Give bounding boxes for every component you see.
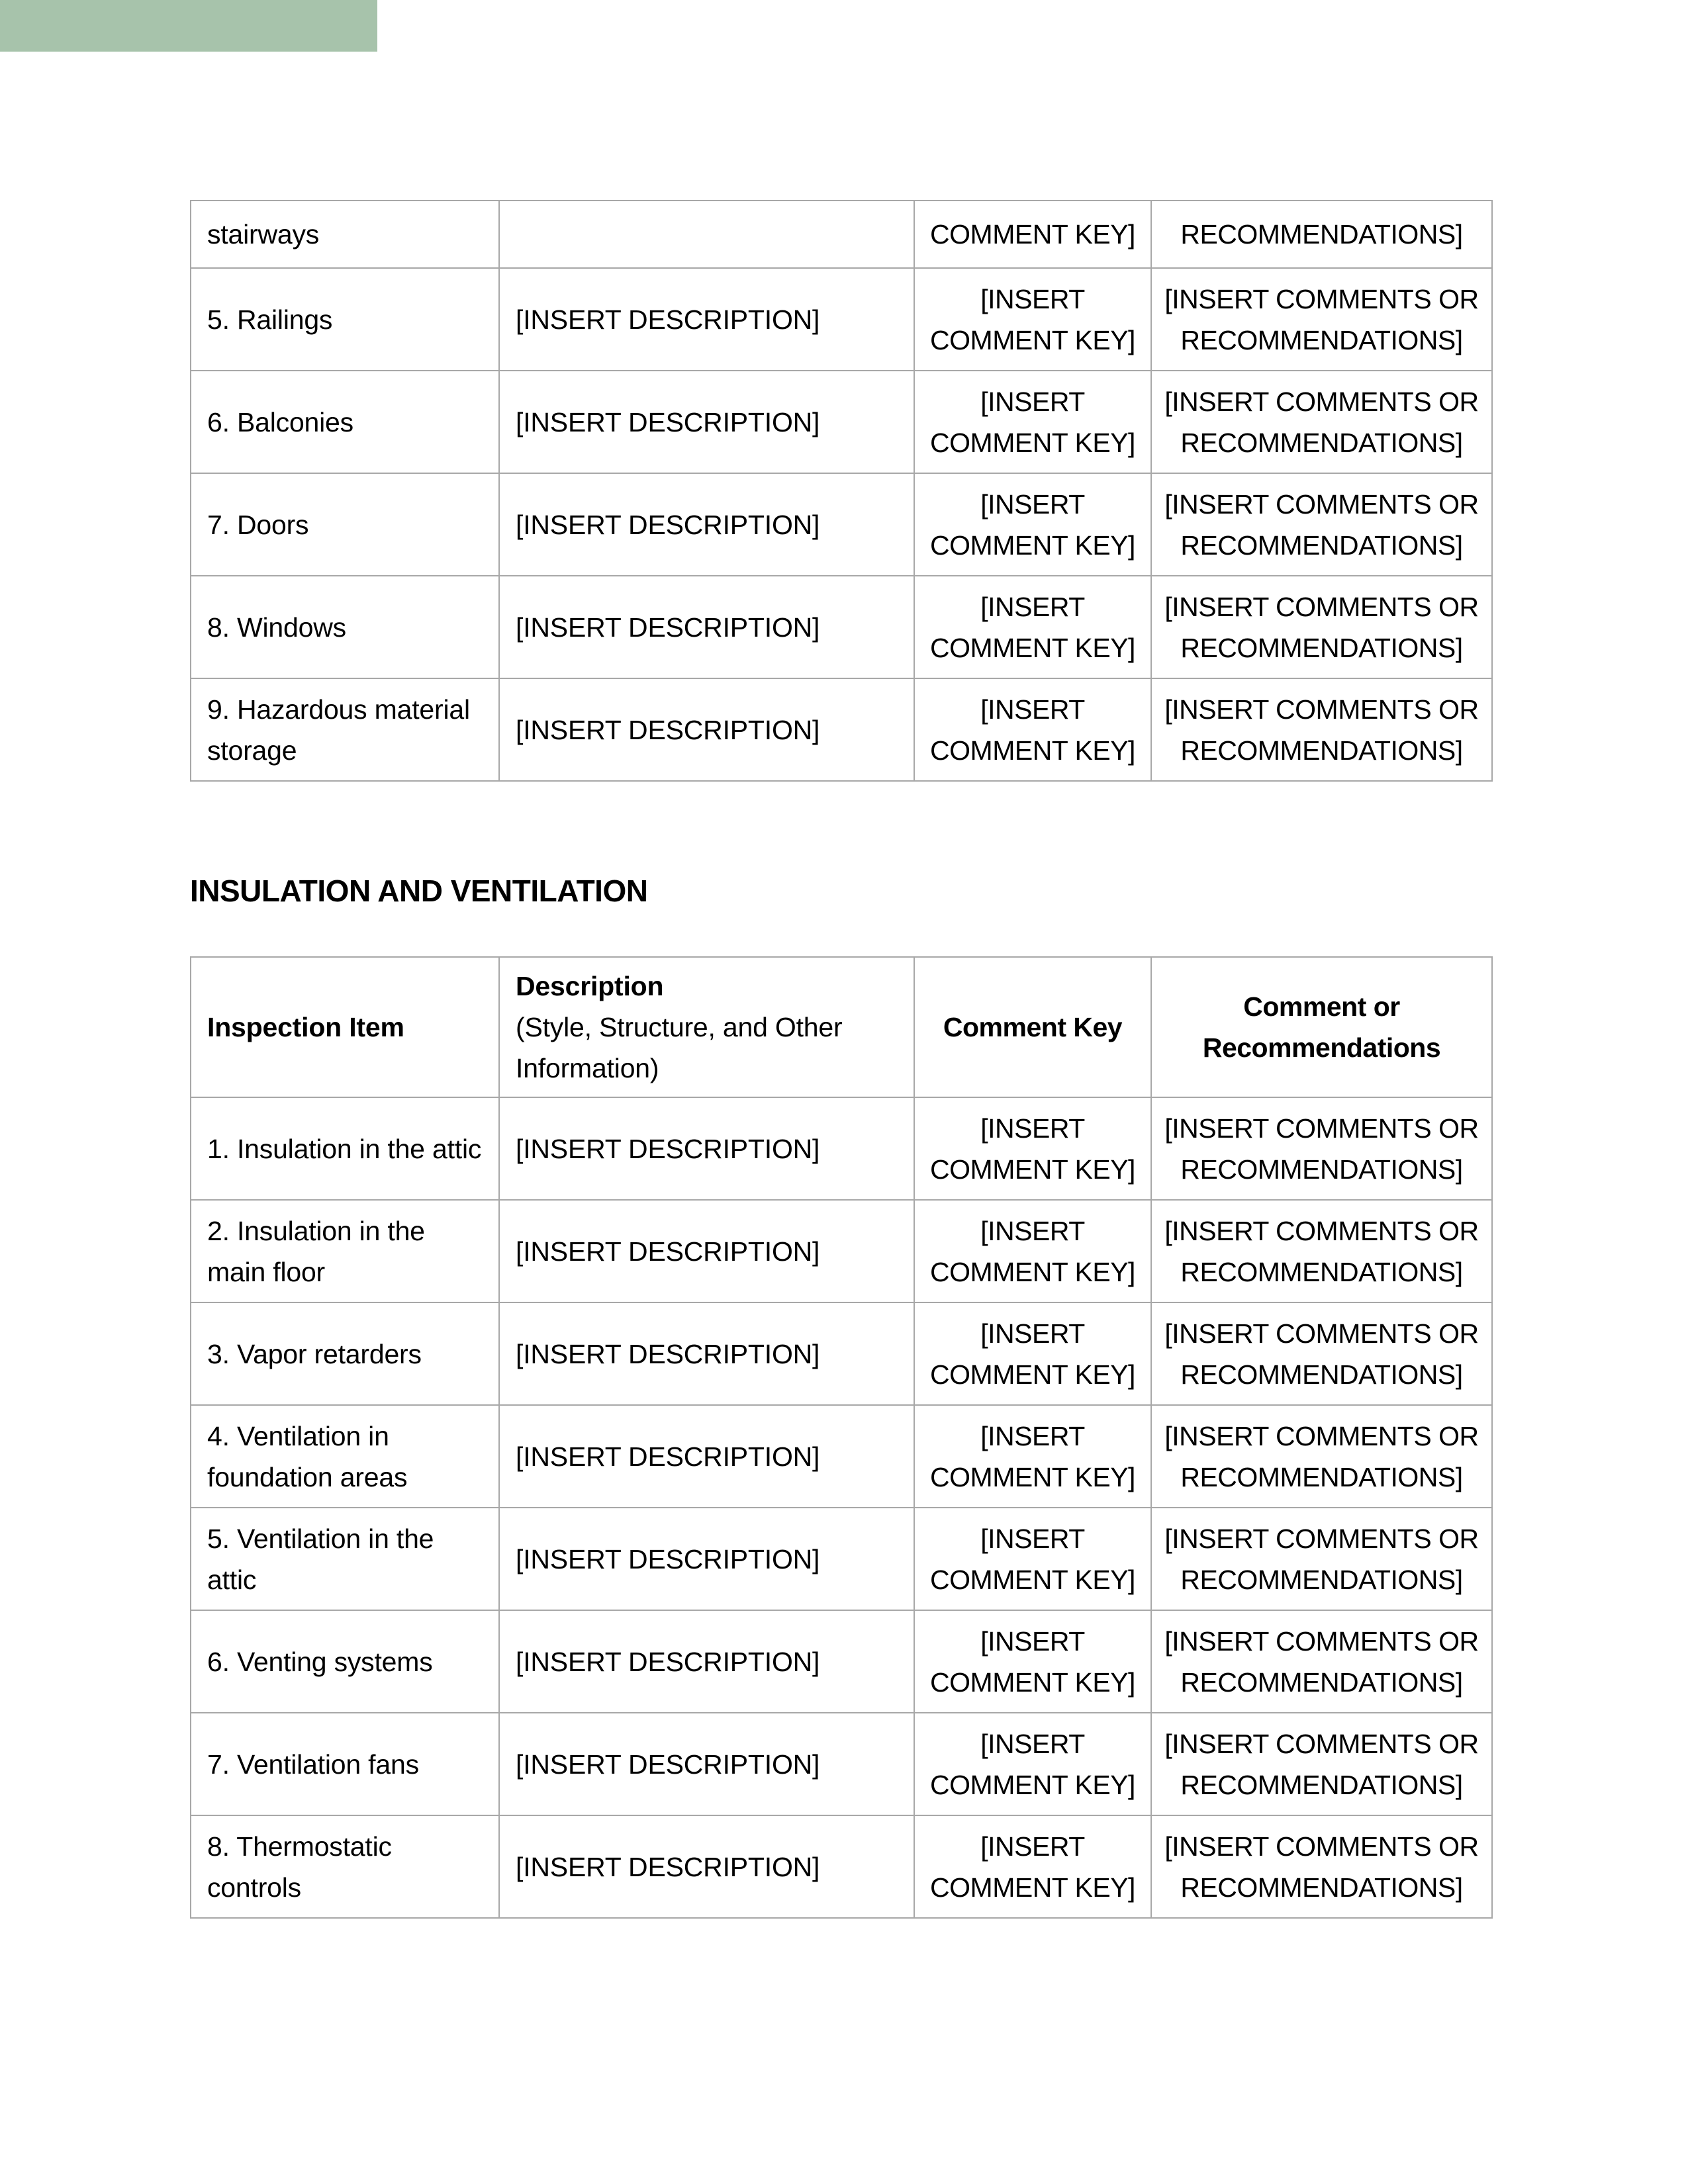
cell-description: [INSERT DESCRIPTION]: [499, 678, 914, 781]
cell-inspection-item: 6. Venting systems: [191, 1610, 499, 1713]
cell-comments: [INSERT COMMENTS OR RECOMMENDATIONS]: [1151, 473, 1492, 576]
cell-comments: [INSERT COMMENTS OR RECOMMENDATIONS]: [1151, 1610, 1492, 1713]
table-row: [191, 1302, 1492, 1405]
cell-comment-key: [INSERT COMMENT KEY]: [914, 268, 1151, 371]
cell-inspection-item: 5. Railings: [191, 268, 499, 371]
cell-inspection-item: 8. Thermostatic controls: [191, 1815, 499, 1918]
cell-description: [INSERT DESCRIPTION]: [499, 1200, 914, 1302]
cell-inspection-item: 9. Hazardous material storage: [191, 678, 499, 781]
cell-comments: [INSERT COMMENTS OR RECOMMENDATIONS]: [1151, 576, 1492, 678]
table-row: [191, 1508, 1492, 1610]
cell-comment-key: [INSERT COMMENT KEY]: [914, 1302, 1151, 1405]
cell-inspection-item: 3. Vapor retarders: [191, 1302, 499, 1405]
cell-comments: [INSERT COMMENTS OR RECOMMENDATIONS]: [1151, 1405, 1492, 1508]
continued-inspection-table: [190, 200, 1493, 782]
cell-comment-key: [INSERT COMMENT KEY]: [914, 371, 1151, 473]
cell-description: [INSERT DESCRIPTION]: [499, 1508, 914, 1610]
header-description: [499, 957, 914, 1097]
cell-inspection-item: 4. Ventilation in foundation areas: [191, 1405, 499, 1508]
cell-comments: [INSERT COMMENTS OR RECOMMENDATIONS]: [1151, 268, 1492, 371]
cell-comments: [INSERT COMMENTS OR RECOMMENDATIONS]: [1151, 1200, 1492, 1302]
table-row: [191, 678, 1492, 781]
header-inspection-item: Inspection Item: [191, 957, 499, 1097]
table-header-row: [191, 957, 1492, 1097]
table-row: [191, 268, 1492, 371]
table-row: [191, 473, 1492, 576]
cell-inspection-item: 8. Windows: [191, 576, 499, 678]
header-description-note: (Style, Structure, and Other Information): [516, 1012, 843, 1083]
cell-description: [INSERT DESCRIPTION]: [499, 1815, 914, 1918]
cell-comments: [INSERT COMMENTS OR RECOMMENDATIONS]: [1151, 1302, 1492, 1405]
cell-comments: [INSERT COMMENTS OR RECOMMENDATIONS]: [1151, 371, 1492, 473]
cell-description: [499, 201, 914, 268]
cell-inspection-item: 1. Insulation in the attic: [191, 1097, 499, 1200]
cell-comment-key: [INSERT COMMENT KEY]: [914, 1508, 1151, 1610]
header-comments: Comment or Recommendations: [1151, 957, 1492, 1097]
table-row: [191, 1097, 1492, 1200]
header-description-title: Description: [516, 971, 664, 1001]
cell-inspection-item: 7. Doors: [191, 473, 499, 576]
cell-comment-key: [INSERT COMMENT KEY]: [914, 576, 1151, 678]
table-row: [191, 1405, 1492, 1508]
cell-comment-key: [INSERT COMMENT KEY]: [914, 1405, 1151, 1508]
cell-inspection-item: 7. Ventilation fans: [191, 1713, 499, 1815]
cell-description: [INSERT DESCRIPTION]: [499, 1302, 914, 1405]
cell-comments: [INSERT COMMENTS OR RECOMMENDATIONS]: [1151, 678, 1492, 781]
table-row: [191, 1610, 1492, 1713]
cell-inspection-item: 2. Insulation in the main floor: [191, 1200, 499, 1302]
table-row: [191, 371, 1492, 473]
cell-comments: [INSERT COMMENTS OR RECOMMENDATIONS]: [1151, 1713, 1492, 1815]
cell-inspection-item: 6. Balconies: [191, 371, 499, 473]
cell-comment-key: COMMENT KEY]: [914, 201, 1151, 268]
cell-inspection-item: stairways: [191, 201, 499, 268]
cell-comments: RECOMMENDATIONS]: [1151, 201, 1492, 268]
cell-comment-key: [INSERT COMMENT KEY]: [914, 1815, 1151, 1918]
cell-comment-key: [INSERT COMMENT KEY]: [914, 1200, 1151, 1302]
cell-inspection-item: 5. Ventilation in the attic: [191, 1508, 499, 1610]
table-row: [191, 576, 1492, 678]
cell-description: [INSERT DESCRIPTION]: [499, 1405, 914, 1508]
cell-comment-key: [INSERT COMMENT KEY]: [914, 1097, 1151, 1200]
cell-description: [INSERT DESCRIPTION]: [499, 473, 914, 576]
table-row: [191, 1713, 1492, 1815]
cell-description: [INSERT DESCRIPTION]: [499, 1713, 914, 1815]
cell-description: [INSERT DESCRIPTION]: [499, 576, 914, 678]
cell-comments: [INSERT COMMENTS OR RECOMMENDATIONS]: [1151, 1508, 1492, 1610]
table-row: [191, 1815, 1492, 1918]
page-content: [190, 0, 1491, 1919]
section-heading: INSULATION AND VENTILATION: [190, 874, 648, 908]
cell-comment-key: [INSERT COMMENT KEY]: [914, 1713, 1151, 1815]
cell-description: [INSERT DESCRIPTION]: [499, 371, 914, 473]
table-row: [191, 1200, 1492, 1302]
cell-comments: [INSERT COMMENTS OR RECOMMENDATIONS]: [1151, 1815, 1492, 1918]
table-row: [191, 201, 1492, 268]
header-comment-key: Comment Key: [914, 957, 1151, 1097]
insulation-ventilation-table: [190, 956, 1493, 1919]
cell-comment-key: [INSERT COMMENT KEY]: [914, 473, 1151, 576]
cell-description: [INSERT DESCRIPTION]: [499, 1610, 914, 1713]
cell-comment-key: [INSERT COMMENT KEY]: [914, 1610, 1151, 1713]
cell-description: [INSERT DESCRIPTION]: [499, 268, 914, 371]
cell-description: [INSERT DESCRIPTION]: [499, 1097, 914, 1200]
cell-comments: [INSERT COMMENTS OR RECOMMENDATIONS]: [1151, 1097, 1492, 1200]
cell-comment-key: [INSERT COMMENT KEY]: [914, 678, 1151, 781]
